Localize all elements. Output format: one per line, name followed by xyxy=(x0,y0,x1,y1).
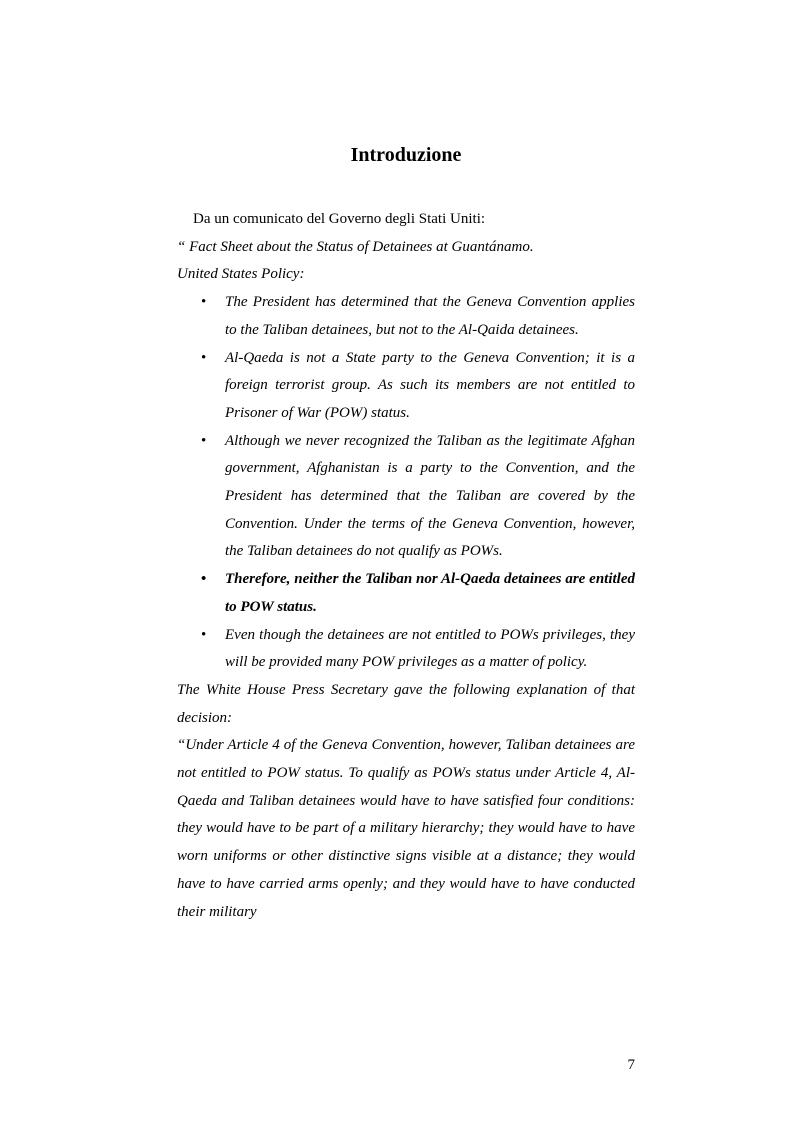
intro-paragraph: Da un comunicato del Governo degli Stati Uniti: xyxy=(193,211,486,227)
bullet-icon: • xyxy=(201,571,207,588)
bullet-icon: • xyxy=(201,349,207,366)
page-title: Introduzione xyxy=(350,144,462,166)
bullet-icon: • xyxy=(201,432,207,449)
bullet-item xyxy=(177,622,635,677)
fact-sheet-title: “ Fact Sheet about the Status of Detainees at Guantánamo. xyxy=(177,238,534,255)
bullet-text: The President has determined that the Geneva Convention applies to the Taliban detainees, but not to the Al-Qaida detainees. xyxy=(225,294,635,338)
bullet-icon: • xyxy=(201,294,207,311)
policy-bullet-list xyxy=(177,289,635,677)
bullet-text: Al-Qaeda is not a State party to the Geneva Convention; it is a foreign terrorist group. As such its members are not entitled to Prisoner of War (POW) status. xyxy=(225,349,635,421)
explanation-intro: The White House Press Secretary gave the following explanation of that decision: xyxy=(177,681,635,726)
page-number: 7 xyxy=(627,1057,635,1073)
bullet-item xyxy=(177,428,635,567)
bullet-text: Although we never recognized the Taliban as the legitimate Afghan government, Afghanistan is a party to the Convention, and the President has determined that the Taliban are covered by the Convention. Under the terms of the Geneva Convention, however, the Taliban detainees do not qualify as POWs. xyxy=(225,432,635,560)
quote-paragraph: “Under Article 4 of the Geneva Convention, however, Taliban detainees are not entitled to POW status. To qualify as POWs status under Article 4, Al-Qaeda and Taliban detainees would have to have satisfied four conditions: they would have to be part of a military hierarchy; they would have to have worn uniforms or other distinctive signs visible at a distance; they would have to have carried arms openly; and they would have to have conducted their military xyxy=(177,737,635,920)
body-text xyxy=(177,206,635,926)
bullet-item xyxy=(177,345,635,428)
bullet-icon: • xyxy=(201,626,207,643)
bullet-text: Therefore, neither the Taliban nor Al-Qaeda detainees are entitled to POW status. xyxy=(225,571,635,615)
policy-heading: United States Policy: xyxy=(177,266,305,283)
bullet-item xyxy=(177,289,635,344)
bullet-item-bold xyxy=(177,566,635,621)
bullet-text: Even though the detainees are not entitled to POWs privileges, they will be provided many POW privileges as a matter of policy. xyxy=(225,626,635,671)
